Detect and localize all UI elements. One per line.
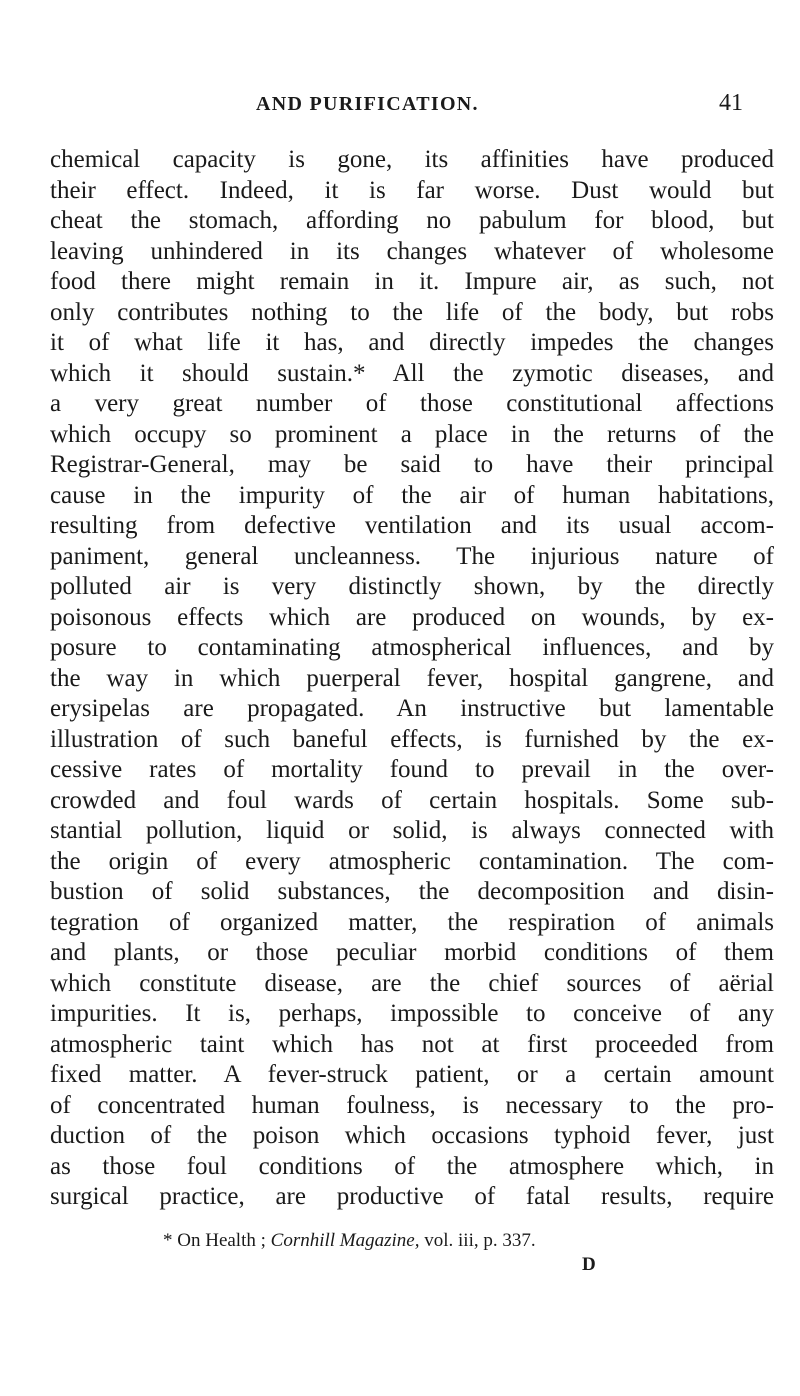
text-line: it of what life it has, and directly impedes the changes bbox=[50, 329, 774, 356]
text-line: leaving unhindered in its changes whatever of wholesome bbox=[50, 237, 774, 265]
text-line: atmospheric taint which has not at first proceeded from bbox=[50, 1030, 774, 1058]
text-line: only contributes nothing to the life of the body, but robs bbox=[50, 298, 774, 326]
text-line: stantial pollution, liquid or solid, is always connected with bbox=[50, 817, 774, 844]
text-line: food there might remain in it. Impure air, as such, not bbox=[50, 268, 774, 295]
page-number: 41 bbox=[719, 90, 743, 116]
text-line: cheat the stomach, affording no pabulum for blood, but bbox=[50, 207, 774, 234]
text-line: as those foul conditions of the atmosphere which, in bbox=[50, 1152, 774, 1180]
text-line: cessive rates of mortality found to prevail in the over- bbox=[50, 756, 774, 783]
text-line: posure to contaminating atmospherical influences, and by bbox=[50, 634, 774, 661]
footnote-source: Cornhill Magazine, bbox=[270, 1230, 420, 1251]
text-line: duction of the poison which occasions typhoid fever, just bbox=[50, 1122, 774, 1149]
text-line: impurities. It is, perhaps, impossible to conceive of any bbox=[50, 1000, 774, 1027]
text-line: fixed matter. A fever-struck patient, or a certain amount bbox=[50, 1061, 774, 1088]
text-line: resulting from defective ventilation and its usual accom- bbox=[50, 512, 774, 539]
text-line: and plants, or those peculiar morbid conditions of them bbox=[50, 939, 774, 966]
text-line: crowded and foul wards of certain hospitals. Some sub- bbox=[50, 786, 774, 814]
text-line: poisonous effects which are produced on wounds, by ex- bbox=[50, 603, 774, 631]
footnote-reference: vol. iii, p. 337. bbox=[424, 1230, 536, 1251]
text-line: their effect. Indeed, it is far worse. Dust would but bbox=[50, 176, 774, 204]
text-line: the origin of every atmospheric contamination. The com- bbox=[50, 847, 774, 875]
text-line: which occupy so prominent a place in the returns of the bbox=[50, 420, 774, 448]
text-line: a very great number of those constitutional affections bbox=[50, 390, 774, 417]
text-line: illustration of such baneful effects, is furnished by the ex- bbox=[50, 725, 774, 753]
text-line: erysipelas are propagated. An instructive but lamentable bbox=[50, 695, 774, 722]
running-head bbox=[0, 90, 800, 120]
text-line: cause in the impurity of the air of human habitations, bbox=[50, 481, 774, 509]
text-line: tegration of organized matter, the respiration of animals bbox=[50, 908, 774, 936]
text-line: which constitute disease, are the chief sources of aërial bbox=[50, 969, 774, 997]
text-line: the way in which puerperal fever, hospital gangrene, and bbox=[50, 664, 774, 692]
text-line: which it should sustain.* All the zymotic diseases, and bbox=[50, 359, 774, 387]
text-line: of concentrated human foulness, is necessary to the pro- bbox=[50, 1091, 774, 1119]
text-line: chemical capacity is gone, its affinities have produced bbox=[50, 146, 774, 173]
signature-mark: D bbox=[582, 1254, 596, 1275]
body-text bbox=[50, 145, 774, 1213]
text-line: polluted air is very distinctly shown, by the directly bbox=[50, 573, 774, 600]
running-title: AND PURIFICATION. bbox=[256, 93, 479, 115]
text-line: bustion of solid substances, the decomposition and disin- bbox=[50, 878, 774, 905]
text-line: paniment, general uncleanness. The injurious nature of bbox=[50, 542, 774, 570]
footnote-marker: * On Health ; bbox=[163, 1230, 266, 1251]
text-line: Registrar-General, may be said to have their principal bbox=[50, 451, 774, 478]
text-line: surgical practice, are productive of fatal results, require bbox=[50, 1183, 774, 1210]
footnote bbox=[163, 1230, 536, 1252]
